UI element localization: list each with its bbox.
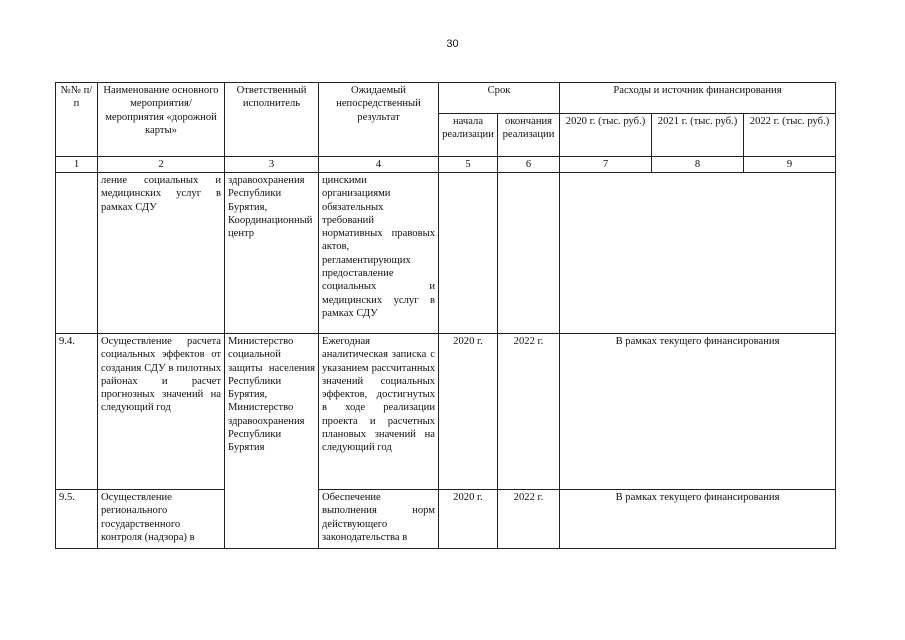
- row-end: 2022 г.: [498, 334, 560, 490]
- header-financing: Расходы и источник финансирования: [560, 83, 836, 114]
- column-number: 7: [560, 157, 652, 173]
- header-num: №№ п/п: [56, 83, 98, 157]
- header-result: Ожидаемый непосредственный результат: [319, 83, 439, 157]
- column-number: 9: [744, 157, 836, 173]
- row-result: цинскими организациями обязательных требований нормативных правовых актов, регламентирующих предоставление социальных и медицинских услуг в рамках СДУ: [319, 173, 439, 334]
- row-financing: [560, 173, 836, 334]
- row-name: Осуществление расчета социальных эффектов от создания СДУ в пилотных районах и расчет прогнозных значений на следующий год: [98, 334, 225, 490]
- header-fin-2022: 2022 г. (тыс. руб.): [744, 114, 836, 157]
- row-number: [56, 173, 98, 334]
- row-start: 2020 г.: [439, 490, 498, 549]
- row-result: Обеспечение выполнения норм действующего законодательства в: [319, 490, 439, 549]
- column-number: 6: [498, 157, 560, 173]
- row-financing: В рамках текущего финансирования: [560, 490, 836, 549]
- row-end: 2022 г.: [498, 490, 560, 549]
- column-number: 4: [319, 157, 439, 173]
- row-start: [439, 173, 498, 334]
- row-number: 9.4.: [56, 334, 98, 490]
- page-number: 30: [446, 38, 459, 50]
- column-number: 2: [98, 157, 225, 173]
- column-number: 8: [652, 157, 744, 173]
- roadmap-table: [55, 82, 836, 549]
- row-name: Осуществление регионального государственного контроля (надзора) в: [98, 490, 225, 549]
- row-name: ление социальных и медицинских услуг в рамках СДУ: [98, 173, 225, 334]
- header-term-start: начала реализации: [439, 114, 498, 157]
- table-row: [56, 490, 836, 549]
- row-result: Ежегодная аналитическая записка с указанием рассчитанных значений социальных эффектов, достигнутых в ходе реализации проекта и расчетных плановых значений на следующий год: [319, 334, 439, 490]
- header-fin-2021: 2021 г. (тыс. руб.): [652, 114, 744, 157]
- header-responsible: Ответственный исполнитель: [225, 83, 319, 157]
- row-start: 2020 г.: [439, 334, 498, 490]
- header-name: Наименование основного мероприятия/мероприятия «дорожной карты»: [98, 83, 225, 157]
- table-header-row-1: [56, 83, 836, 114]
- table-row: [56, 334, 836, 490]
- row-responsible: здравоохранения Республики Бурятия, Координационный центр: [225, 173, 319, 334]
- row-responsible: Министерство социальной защиты населения Республики Бурятия, Министерство здравоохранения Республики Бурятия: [225, 334, 319, 549]
- row-number: 9.5.: [56, 490, 98, 549]
- table-row: [56, 173, 836, 334]
- row-end: [498, 173, 560, 334]
- row-financing: В рамках текущего финансирования: [560, 334, 836, 490]
- header-fin-2020: 2020 г. (тыс. руб.): [560, 114, 652, 157]
- column-number-row: [56, 157, 836, 173]
- column-number: 3: [225, 157, 319, 173]
- column-number: 5: [439, 157, 498, 173]
- header-term: Срок: [439, 83, 560, 114]
- column-number: 1: [56, 157, 98, 173]
- header-term-end: окончания реализации: [498, 114, 560, 157]
